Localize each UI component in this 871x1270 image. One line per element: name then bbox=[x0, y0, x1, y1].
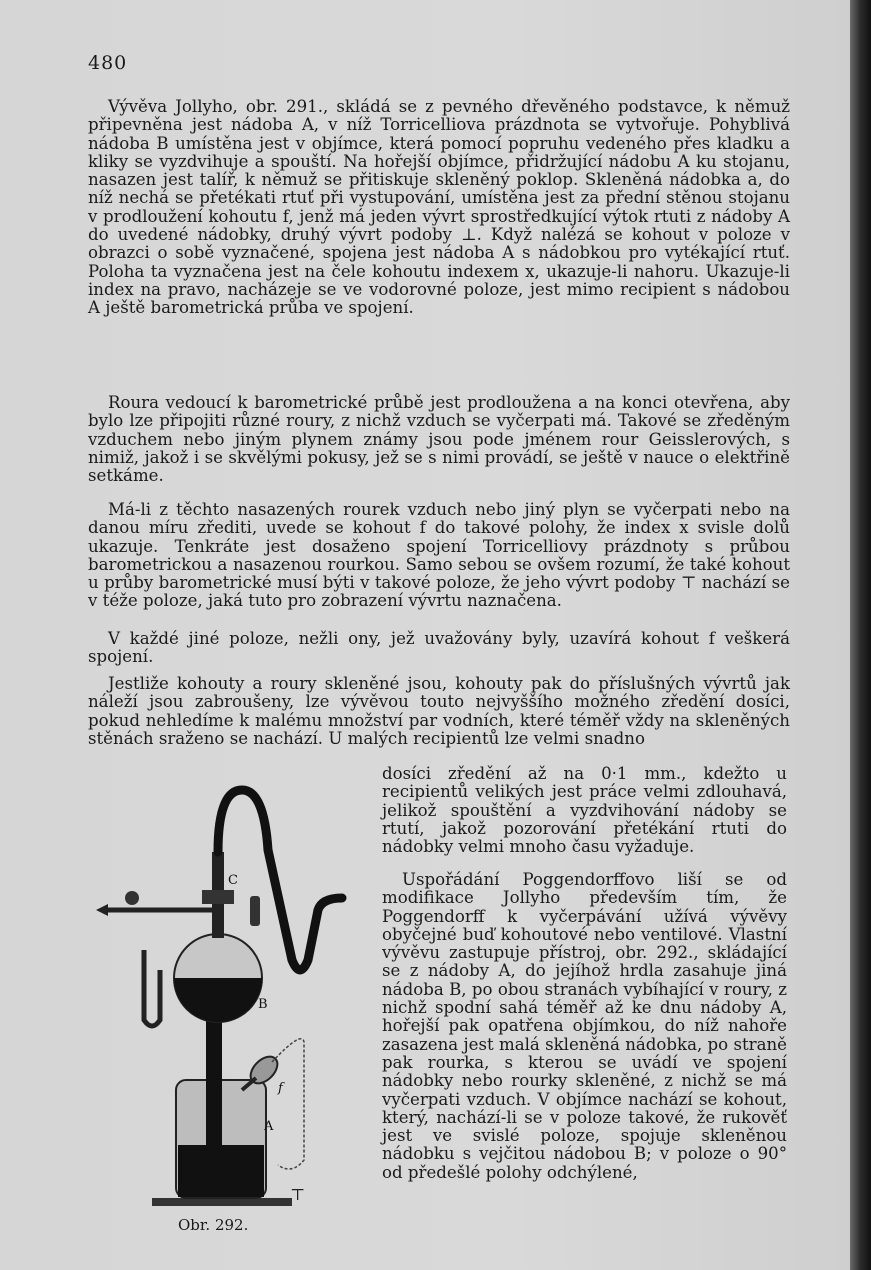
paragraph-barometric-tube: Roura vedoucí k barometrické průbě jest prodloužena a na konci otevřena, aby bylo lze připojiti různé roury, z nichž vzduch se vyčerpati má. Takové se zředěným vzduchem nebo jiným plynem známy jsou pode jménem rour Geisslerových, s nimiž, jakož i se skvělými pokusy, jež se s nimi provádí, se ještě v nauce o elektřině setkáme. bbox=[88, 393, 790, 486]
figure-caption: Obr. 292. bbox=[178, 1216, 249, 1234]
thin-tube bbox=[272, 1039, 304, 1169]
paragraph-glass-stopcocks: Jestliže kohouty a roury skleněné jsou, kohouty pak do příslušných vývrtů jak náleží jsou zabroušeny, lze vývěvou touto nejvyššího možného zředění dosíci, pokud nehledíme k malému množství par vodních, které téměř vždy na skleněných stěnách sraženo se nachází. U malých recipientů lze velmi snadno bbox=[88, 674, 790, 748]
page-edge bbox=[850, 0, 871, 1270]
label-a: A bbox=[264, 1119, 274, 1134]
paragraph-other-positions: V každé jiné poloze, nežli ony, jež uvažovány byly, uzavírá kohout f veškerá spojení. bbox=[88, 629, 790, 667]
label-b: B bbox=[258, 997, 268, 1012]
label-c: C bbox=[228, 873, 238, 888]
mercury-in-a bbox=[178, 1145, 264, 1197]
figure-poggendorff-apparatus bbox=[92, 780, 362, 1230]
paragraph-jolly-pump: Vývěva Jollyho, obr. 291., skládá se z pevného dřevěného podstavce, k němuž připevněna jest nádoba A, v níž Torricelliova prázdnota se vytvořuje. Pohyblivá nádoba B umístěna jest v objímce, která pomocí popruhu vedeného přes kladku a kliky se vyzdvihuje a spouští. Na hořejší objímce, přidržující nádobu A ku stojanu, nasazen jest talíř, k němuž se přitiskuje skleněný poklop. Skleněná nádobka a, do níž nechá se přetékati rtuť při vystupování, umístěna jest za přední stěnou stojanu v prodloužení kohoutu f, jenž má jeden vývrt sprostředkující výtok rtuti z nádoby A do uvedené nádobky, druhý vývrt podoby ⊥. Když nalézá se kohout v poloze v obrazci o sobě vyznačené, spojena jest nádoba A s nádobkou pro vytékající rtuť. Poloha ta vyznačena jest na čele kohoutu indexem x, ukazuje-li nahoru. Ukazuje-li index na pravo, nacházeje se ve vodorovné poloze, jest mimo recipient s nádobou A ještě barometrická průba ve spojení. bbox=[88, 97, 790, 318]
apparatus-drawing bbox=[92, 780, 362, 1230]
small-stand-glyph: ⊤ bbox=[290, 1185, 306, 1204]
mercury-in-b bbox=[174, 978, 262, 1022]
paragraph-glass-stopcocks-cont: dosíci zředění až na 0·1 mm., kdežto u recipientů velikých jest práce velmi zdlouhavá, jelikož spouštění a vyzdvihování nádoby se rtutí, jakož pozorování přetékání rtuti do nádobky velmi mnoho času vyžaduje. bbox=[382, 764, 787, 857]
paragraph-evacuation: Má-li z těchto nasazených rourek vzduch nebo jiný plyn se vyčerpati nebo na danou míru zřediti, uvede se kohout f do takové polohy, že index x svisle dolů ukazuje. Tenkráte jest dosaženo spojení Torricelliovy prázdnoty s průbou barometrickou a nasazenou rourkou. Samo sebou se ovšem rozumí, že také kohout u průby barometrické musí býti v takové poloze, že jeho vývrt podoby ⊤ nachází se v téže poloze, jaká tuto pro zobrazení vývrtu naznačena. bbox=[88, 500, 790, 611]
label-f: f bbox=[278, 1081, 283, 1096]
paragraph-poggendorff: Uspořádání Poggendorffovo liší se od modifikace Jollyho především tím, že Poggendorff k vyčerpávání užívá vývěvy obyčejné buď kohoutové nebo ventilové. Vlastní vývěvu zastupuje přístroj, obr. 292., skládající se z nádoby A, do jejíhož hrdla zasahuje jiná nádoba B, po obou stranách vybíhající v roury, z nichž spodní sahá téměř až ke dnu nádoby A, hořejší pak opatřena objímkou, do níž nahoře zasazena jest malá skleněná nádobka, po straně pak rourka, s kterou se uvádí ve spojení nádobky nebo rourky skleněné, z nichž se má vyčerpati vzduch. V objímce nachází se kohout, který, nachází-li se v poloze takové, že rukověť jest ve svislé poloze, spojuje skleněnou nádobku s vejčitou nádobou B; v poloze o 90° od předešlé polohy odchýlené, bbox=[382, 870, 787, 1182]
apparatus-base bbox=[152, 1198, 292, 1206]
stopcock-body bbox=[202, 890, 234, 904]
manometer-u-tube bbox=[144, 950, 160, 1026]
right-knob bbox=[250, 896, 260, 926]
page-number: 480 bbox=[88, 52, 128, 74]
side-tap-handle bbox=[125, 891, 139, 905]
side-tube-tip bbox=[96, 904, 108, 916]
